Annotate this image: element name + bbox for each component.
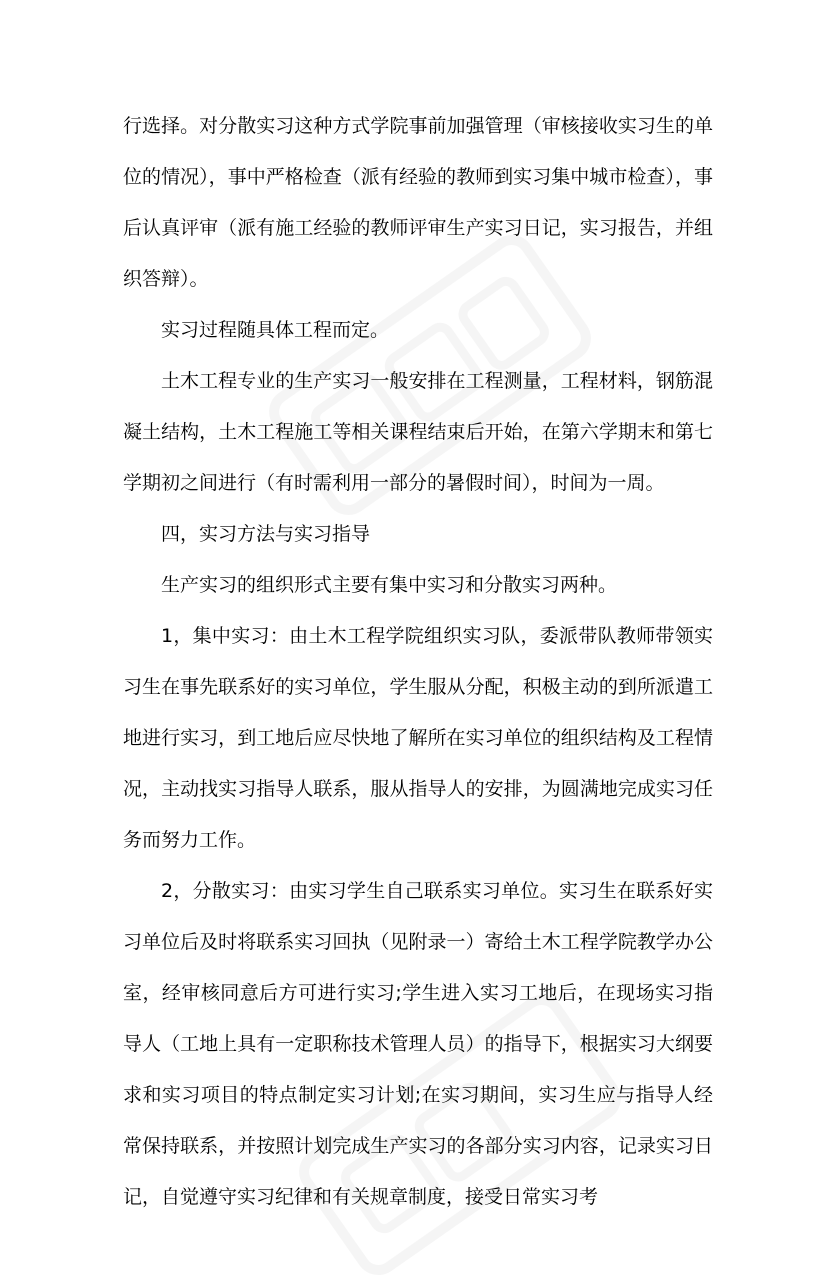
paragraph-process: 实习过程随具体工程而定。	[161, 319, 390, 341]
paragraph-schedule: 土木工程专业的生产实习一般安排在工程测量，工程材料，钢筋混凝土结构，土木工程施工等相关课程结束后开始，在第六学期末和第七学期初之间进行（有时需利用一部分的暑假时间），时间为一周。	[123, 370, 713, 494]
paragraph-dispersed-internship: 2，分散实习：由实习学生自己联系实习单位。实习生在联系好实习单位后及时将联系实习回执（见附录一）寄给土木工程学院教学办公室，经审核同意后方可进行实习;学生进入实习工地后，在现场实习指导人（工地上具有一定职称技术管理人员）的指导下，根据实习大纲要求和实习项目的特点制定实习计划;在实习期间，实习生应与指导人经常保持联系，并按照计划完成生产实习的各部分实习内容，记录实习日记，自觉遵守实习纪律和有关规章制度，接受日常实习考	[123, 880, 713, 1208]
section-heading-methods: 四，实习方法与实习指导	[161, 523, 371, 545]
document-body	[123, 101, 713, 1223]
paragraph-organization-forms: 生产实习的组织形式主要有集中实习和分散实习两种。	[161, 574, 618, 596]
paragraph-continued-selection: 行选择。对分散实习这种方式学院事前加强管理（审核接收实习生的单位的情况），事中严格检查（派有经验的教师到实习集中城市检查），事后认真评审（派有施工经验的教师评审生产实习日记，实习报告，并组织答辩）。	[123, 115, 713, 290]
paragraph-centralized-internship: 1，集中实习：由土木工程学院组织实习队，委派带队教师带领实习生在事先联系好的实习单位，学生服从分配，积极主动的到所派遣工地进行实习，到工地后应尽快地了解所在实习单位的组织结构及工程情况，主动找实习指导人联系，服从指导人的安排，为圆满地完成实习任务而努力工作。	[123, 625, 713, 851]
